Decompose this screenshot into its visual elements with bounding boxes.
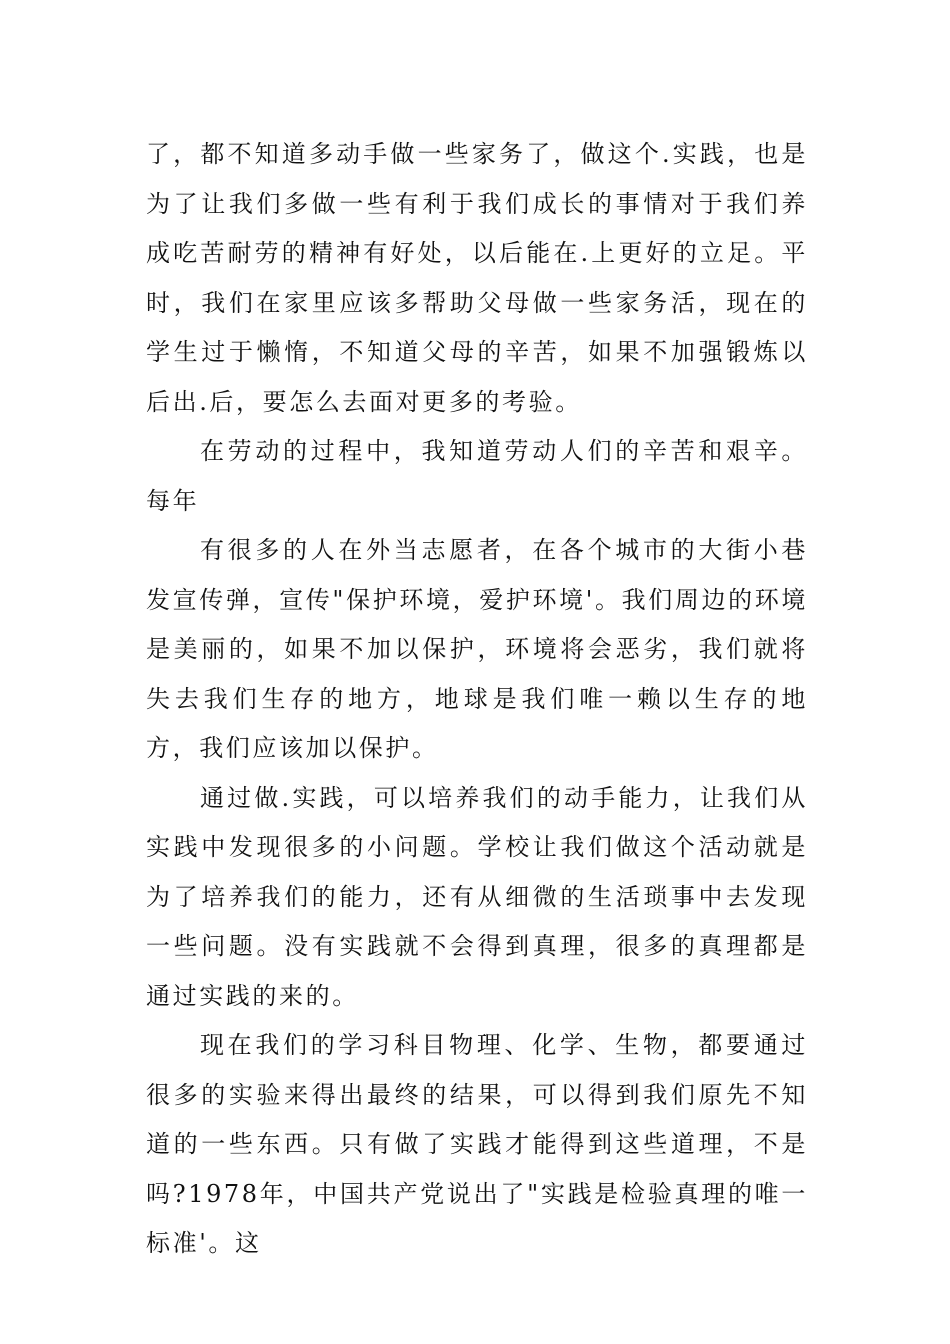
paragraph-practice: 通过做.实践，可以培养我们的动手能力，让我们从实践中发现很多的小问题。学校让我们做这个活动就是为了培养我们的能力，还有从细微的生活琐事中去发现一些问题。没有实践就不会得到真理，很多的真理都是通过实践的来的。	[146, 783, 808, 1010]
paragraph-volunteers: 有很多的人在外当志愿者，在各个城市的大街小巷发宣传弹，宣传"保护环境，爱护环境'。我们周边的环境是美丽的，如果不加以保护，环境将会恶劣，我们就将失去我们生存的地方，地球是我们唯一赖以生存的地方，我们应该加以保护。	[146, 536, 808, 762]
body-text	[146, 130, 808, 1269]
paragraph-labor: 在劳动的过程中，我知道劳动人们的辛苦和艰辛。每年	[146, 437, 808, 515]
paragraph-continuation: 了，都不知道多动手做一些家务了，做这个.实践，也是为了让我们多做一些有利于我们成长的事情对于我们养成吃苦耐劳的精神有好处，以后能在.上更好的立足。平时，我们在家里应该多帮助父母做一些家务活，现在的学生过于懒惰，不知道父母的辛苦，如果不加强锻炼以后出.后，要怎么去面对更多的考验。	[146, 140, 808, 416]
paragraph-experiments: 现在我们的学习科目物理、化学、生物，都要通过很多的实验来得出最终的结果，可以得到我们原先不知道的一些东西。只有做了实践才能得到这些道理，不是吗?1978年，中国共产党说出了"实践是检验真理的唯一标准'。这	[146, 1031, 808, 1257]
